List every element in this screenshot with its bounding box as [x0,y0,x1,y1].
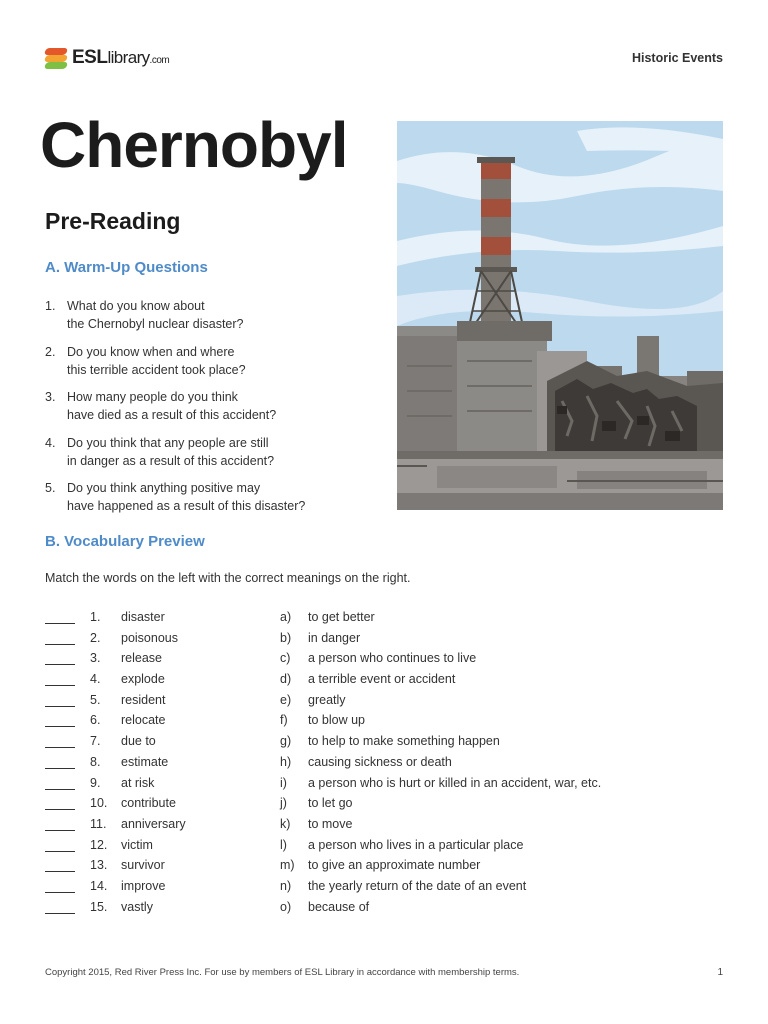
question-item [45,434,385,470]
meaning-letter: j) [280,796,287,811]
meaning-letter: n) [280,878,292,893]
meaning-letter: d) [280,672,292,687]
question-line-1: Do you think that any people are still [67,435,269,450]
vocab-row [45,670,735,691]
vocab-word: contribute [121,796,176,811]
meaning-letter: f) [280,713,288,728]
logo-stripes-icon [45,46,69,70]
answer-blank[interactable] [45,809,75,810]
vocab-row [45,774,735,795]
vocab-number: 3. [90,651,101,666]
vocab-word: explode [121,672,165,687]
meaning-text: to move [308,816,353,831]
vocab-word: improve [121,878,166,893]
vocab-word: due to [121,734,156,749]
question-line-1: Do you think anything positive may [67,481,261,495]
meaning-text: the yearly return of the date of an event [308,878,527,893]
vocab-word: poisonous [121,630,178,645]
meaning-text: causing sickness or death [308,754,452,769]
vocab-row [45,608,735,629]
answer-blank[interactable] [45,789,75,790]
meaning-text: in danger [308,630,361,645]
vocab-row [45,753,735,774]
meaning-letter: c) [280,651,291,666]
meaning-text: to let go [308,796,353,811]
meaning-letter: b) [280,630,292,645]
vocab-number: 2. [90,630,101,645]
vocab-row [45,649,735,670]
vocab-number: 4. [90,672,101,687]
esl-library-logo [45,45,169,71]
warmup-questions [45,297,385,525]
vocab-table [45,608,735,918]
question-line-2: this terrible accident took place? [67,362,246,377]
vocab-word: resident [121,692,166,707]
answer-blank[interactable] [45,664,75,665]
answer-blank[interactable] [45,851,75,852]
vocab-row [45,877,735,898]
logo-main: ESL [72,47,108,68]
answer-blank[interactable] [45,871,75,872]
meaning-letter: l) [280,837,287,852]
vocab-row [45,711,735,732]
answer-blank[interactable] [45,644,75,645]
answer-blank[interactable] [45,726,75,727]
vocab-number: 1. [90,610,101,624]
vocab-row [45,691,735,712]
meaning-text: to help to make something happen [308,734,500,749]
page-title: Chernobyl [40,109,348,181]
meaning-text: a person who lives in a particular place [308,837,524,852]
vocab-word: vastly [121,899,153,914]
logo-lib: library [107,48,150,67]
meaning-letter: h) [280,754,292,769]
meaning-letter: i) [280,775,287,790]
vocab-number: 13. [90,858,108,873]
vocab-number: 14. [90,878,108,893]
question-line-1: What do you know about [67,299,205,313]
meaning-letter: a) [280,610,292,624]
vocab-row [45,629,735,650]
question-number: 4. [45,435,56,450]
vocab-number: 11. [90,816,107,831]
meaning-letter: k) [280,816,291,831]
answer-blank[interactable] [45,623,75,624]
logo-com: .com [149,55,170,66]
question-item [45,343,385,379]
answer-blank[interactable] [45,768,75,769]
vocab-row [45,794,735,815]
vocab-row [45,898,735,919]
copyright-text: Copyright 2015, Red River Press Inc. For use by members of ESL Library in accordance with membership terms. [45,967,520,978]
vocab-word: disaster [121,610,165,624]
vocab-word: relocate [121,713,166,728]
answer-blank[interactable] [45,830,75,831]
vocab-number: 12. [90,837,108,852]
question-number: 2. [45,344,56,359]
vocab-number: 10. [90,796,108,811]
logo-text [72,47,169,69]
question-number: 3. [45,390,56,404]
series-label: Historic Events [631,51,723,65]
question-line-1: How many people do you think [67,390,238,404]
vocab-heading: B. Vocabulary Preview [45,533,205,550]
chernobyl-plant-illustration [397,121,723,510]
answer-blank[interactable] [45,706,75,707]
meaning-text: greatly [308,692,346,707]
vocab-row [45,856,735,877]
vocab-word: anniversary [121,816,186,831]
meaning-text: a person who is hurt or killed in an accident, war, etc. [308,775,602,790]
question-item [45,297,385,333]
vocab-word: survivor [121,858,165,873]
vocab-row [45,836,735,857]
question-number: 1. [45,299,56,313]
vocab-row [45,732,735,753]
meaning-text: to give an approximate number [308,858,481,873]
question-item [45,479,385,515]
meaning-text: because of [308,899,370,914]
meaning-text: to blow up [308,713,365,728]
meaning-letter: m) [280,858,295,873]
question-item [45,388,385,424]
vocab-number: 15. [90,899,108,914]
vocab-number: 9. [90,775,101,790]
answer-blank[interactable] [45,892,75,893]
vocab-number: 5. [90,692,101,707]
answer-blank[interactable] [45,913,75,914]
meaning-text: a person who continues to live [308,651,477,666]
answer-blank[interactable] [45,747,75,748]
question-line-2: have happened as a result of this disaster? [67,499,306,513]
meaning-letter: o) [280,899,292,914]
vocab-word: release [121,651,162,666]
meaning-letter: e) [280,692,292,707]
question-number: 5. [45,481,56,495]
answer-blank[interactable] [45,685,75,686]
vocab-number: 8. [90,754,101,769]
meaning-text: to get better [308,610,375,624]
meaning-text: a terrible event or accident [308,672,456,687]
vocab-instructions: Match the words on the left with the correct meanings on the right. [45,571,411,585]
question-line-2: in danger as a result of this accident? [67,453,275,468]
vocab-word: estimate [121,754,169,769]
vocab-word: at risk [121,775,155,790]
meaning-letter: g) [280,734,292,749]
vocab-number: 7. [90,734,101,749]
page-number: 1 [717,967,723,978]
vocab-number: 6. [90,713,101,728]
section-title: Pre-Reading [45,208,181,234]
question-line-1: Do you know when and where [67,344,235,359]
question-line-2: the Chernobyl nuclear disaster? [67,317,244,331]
vocab-row [45,815,735,836]
question-line-2: have died as a result of this accident? [67,408,277,422]
warmup-heading: A. Warm-Up Questions [45,259,208,276]
vocab-word: victim [121,837,153,852]
